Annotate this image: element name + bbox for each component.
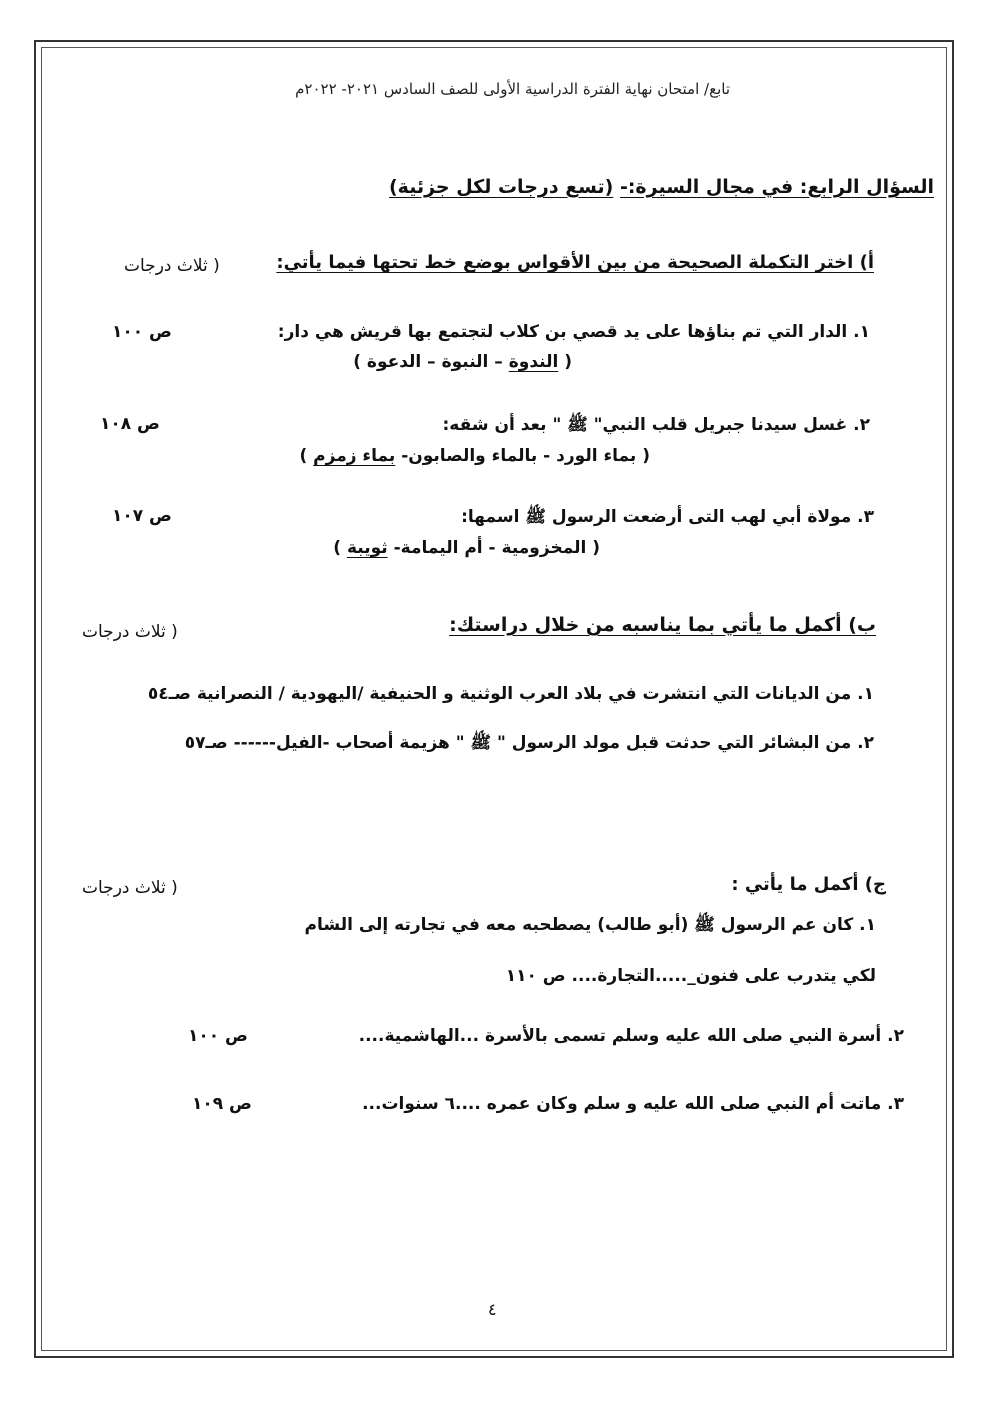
question-4-title [389,176,934,198]
part-a-item-1-page: ص ١٠٠ [112,322,172,342]
part-a-instruction: أ) اختر التكملة الصحيحة من بين الأقواس بوضع خط تحتها فيما يأتي: [276,252,874,273]
part-b-instruction: ب) أكمل ما يأتي بما يناسبه من خلال دراستك: [449,614,876,636]
part-c-item-2: ٢. أسرة النبي صلى الله عليه وسلم تسمى بالأسرة ...الهاشمية.... [358,1026,904,1046]
part-c-item-2-page: ص ١٠٠ [188,1026,248,1046]
part-a-item-3-page: ص ١٠٧ [112,506,172,526]
part-b-item-2: ٢. من البشائر التي حدثت قبل مولد الرسول " ﷺ " هزيمة أصحاب -الفيل------ صـ٥٧ [184,733,874,753]
part-a-marks: ( ثلاث درجات [124,256,220,276]
part-c-instruction: ج) أكمل ما يأتي : [731,874,886,895]
part-b-item-1: ١. من الديانات التي انتشرت في بلاد العرب الوثنية و الحنيفية /اليهودية / النصرانية صـ٥٤ [147,684,874,704]
part-a-item-3: ٣. مولاة أبي لهب التى أرضعت الرسول ﷺ اسمها: [461,507,874,527]
part-c-item-1-line-1: ١. كان عم الرسول ﷺ (أبو طالب) يصطحبه معه في تجارته إلى الشام [304,915,876,935]
part-c-item-3: ٣. ماتت أم النبي صلى الله عليه و سلم وكان عمره ....٦ سنوات... [362,1094,904,1114]
correct-answer: ثويبة [347,538,388,558]
part-c-item-1-line-2: لكي يتدرب على فنون_.....التجارة.... ص ١١٠ [505,966,876,986]
part-c-marks: ( ثلاث درجات [82,878,178,898]
part-a-item-2-page: ص ١٠٨ [100,414,160,434]
part-a-item-3-options: ( المخزومية - أم اليمامة- ثويبة ) [333,538,600,558]
correct-answer: الندوة [508,352,559,372]
page-number: ٤ [488,1300,497,1319]
part-a-item-1: ١. الدار التي تم بناؤها على يد قصي بن كلاب لتجتمع بها قريش هي دار: [277,322,870,342]
part-a-item-1-options: ( الندوة – النبوة – الدعوة ) [353,352,572,372]
part-c-item-3-page: ص ١٠٩ [192,1094,252,1114]
exam-header: تابع/ امتحان نهاية الفترة الدراسية الأولى للصف السادس ٢٠٢١- ٢٠٢٢م [295,80,730,98]
part-a-item-2: ٢. غسل سيدنا جبريل قلب النبي" ﷺ " بعد أن شقه: [442,415,870,435]
part-a-item-2-options: ( بماء الورد - بالماء والصابون- بماء زمزم ) [299,446,650,466]
part-b-marks: ( ثلاث درجات [82,622,178,642]
question-4-marks: (تسع درجات لكل جزئية) [388,176,614,198]
question-4-label: السؤال الرابع: في مجال السيرة:- [619,176,934,198]
correct-answer: بماء زمزم [313,446,396,466]
